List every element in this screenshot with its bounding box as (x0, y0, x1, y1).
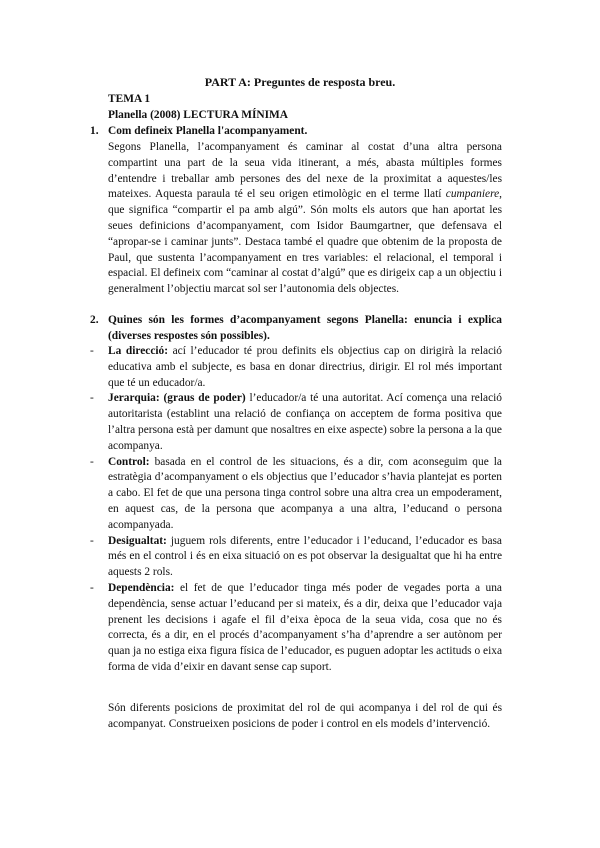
list-item-text: juguem rols diferents, entre l’educador i l’educand, l’educador es basa més en el control i és en eixa situació on es pot observar la desigualtat que hi ha entre aquests 2 rols. (108, 534, 502, 579)
question-2-number: 2. (90, 314, 99, 326)
answer-1 (108, 140, 502, 298)
list-item-text: el fet de que l’educador tinga més poder de vegades porta a una dependència, sense actuar l’educand per si mateix, és a dir, deixa que l’educador vaja prenent les decisions i agafe el fil d’eixa època de la seua vida, cosa que no és correcta, és a dir, en el procés d’acompanyament s’ha d’aprendre a ser autònom per quan ja no estiga eixa figura física de l’educador, es puguen adoptar les actituds o eixa forma de vida d’eixir en davant sense cap suport. (108, 581, 502, 673)
list-item (90, 455, 502, 534)
list-item-text: l’educador/a té una autoritat. Ací comença una relació autoritarista (establint una relació de confiança on acceptem de forma positiva que l’altra persona està per damunt que nosaltres en eixe aspecte) sobre la persona a la que acompanya. (108, 392, 502, 452)
list-dash: - (90, 581, 94, 594)
list-dash: - (90, 345, 94, 357)
question-2-text: Quines són les formes d’acompanyament segons Planella: enuncia i explica (diverses respostes són possibles). (108, 314, 502, 342)
list-item (90, 391, 502, 454)
forms-list (90, 344, 502, 676)
list-item-term: Desigualtat: (108, 534, 167, 547)
question-1 (90, 124, 502, 140)
list-item-term: La direcció: (108, 345, 169, 357)
list-item-term: Jerarquia: (graus de poder) (108, 392, 246, 405)
list-item (90, 534, 502, 581)
question-1-text: Com defineix Planella l'acompanyament. (108, 125, 308, 137)
tema-heading: TEMA 1 (108, 93, 151, 105)
list-item-text: ací l’educador té prou definits els objectius cap on dirigirà la relació educativa amb el subjecte, es basa en donar directrius, dirigir. El rol més important que té un educador/a. (108, 345, 502, 389)
question-1-number: 1. (90, 125, 99, 137)
answer-1-part-a: Segons Planella, l’acompanyament és caminar al costat d’una altra persona compartint una part de la seua vida itinerant, a més, abasta múltiples formes d’entendre i treballar amb persones des del nexe de la proximitat a aquestes/les mateixes. Aquesta paraula té el seu origen etimològic en el terme llatí (108, 141, 502, 201)
list-item-term: Control: (108, 455, 150, 468)
answer-1-part-b: , que significa “compartir el pa amb algú”. Són molts els autors que han aportat les seues definicions d’acompanyament, com Isidor Baumgartner, que defensava el “apropar-se i caminar junts”. Destaca també el quadre que obtenim de la proposta de Paul, que sustenta l’acompanyament en tres variables: el relacional, el temporal i espacial. El defineix com “caminar al costat d’algú” que es dirigeix cap a un objectiu i generalment l’objectiu marcat sol ser l’autonomia dels objectes. (108, 188, 502, 296)
list-item (90, 581, 502, 676)
list-item-term: Dependència: (108, 581, 175, 594)
closing-paragraph: Són diferents posicions de proximitat del rol de qui acompanya i del rol de qui és acompanyat. Construeixen posicions de poder i control en els models d’intervenció. (108, 702, 502, 730)
list-dash: - (90, 455, 94, 468)
answer-1-italic-term: cumpaniere (445, 188, 500, 201)
list-dash: - (90, 534, 94, 547)
list-item (90, 344, 502, 391)
list-dash: - (90, 392, 94, 405)
part-title: PART A: Preguntes de resposta breu. (204, 75, 396, 89)
lectura-heading: Planella (2008) LECTURA MÍNIMA (108, 109, 289, 121)
question-2 (90, 313, 502, 345)
list-item-text: basada en el control de les situacions, és a dir, com aconseguim que la estratègia d’acompanyament o els objectius que l’educador s’havia plantejat es porten a cabo. El fet de que una persona tinga control sobre una altra crea un empoderament, en aquest cas, de la persona que acompanya a una altra, l’educand o persona acompanyada. (108, 455, 502, 531)
